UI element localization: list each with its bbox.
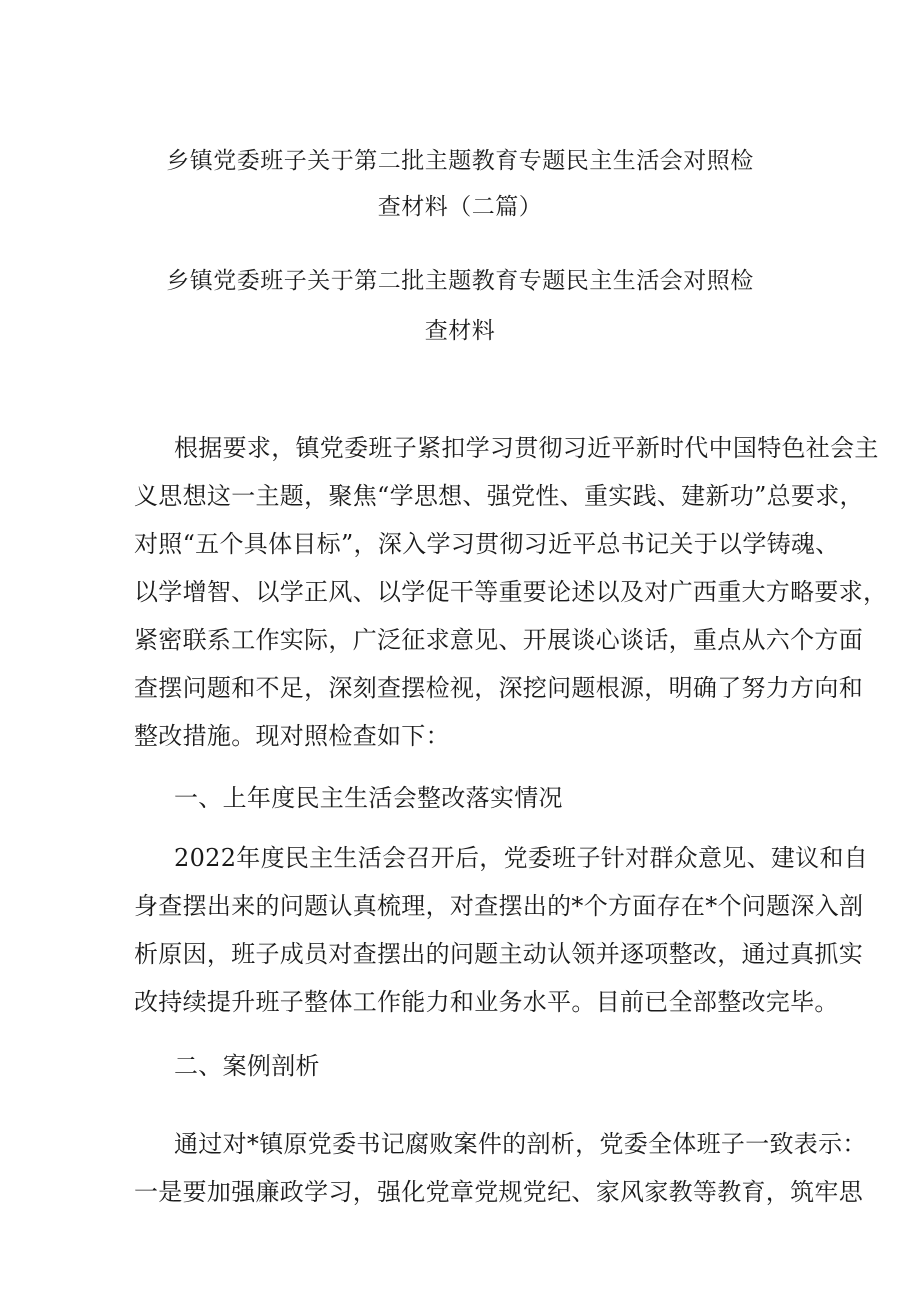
paragraph-1-line: 义思想这一主题，聚焦“学思想、强党性、重实践、建新功”总要求， bbox=[134, 482, 864, 510]
paragraph-1-line: 紧密联系工作实际，广泛征求意见、开展谈心谈话，重点从六个方面 bbox=[134, 626, 863, 654]
paragraph-1-line: 根据要求，镇党委班子紧扣学习贯彻习近平新时代中国特色社会主 bbox=[174, 434, 879, 462]
paragraph-3-line: 一是要加强廉政学习，强化党章党规党纪、家风家教等教育，筑牢思 bbox=[134, 1178, 863, 1206]
paragraph-1-line: 以学增智、以学正风、以学促干等重要论述以及对广西重大方略要求， bbox=[134, 578, 888, 606]
paragraph-1-line: 对照“五个具体目标”，深入学习贯彻习近平总书记关于以学铸魂、 bbox=[134, 530, 840, 558]
document-title-2-line-2: 查材料 bbox=[424, 318, 496, 344]
paragraph-2-line: 2022年度民主生活会召开后，党委班子针对群众意见、建议和自 bbox=[174, 844, 869, 872]
paragraph-2-line: 析原因，班子成员对查摆出的问题主动认领并逐项整改，通过真抓实 bbox=[134, 940, 863, 968]
document-title-1-line-2: 查材料（二篇） bbox=[377, 194, 543, 220]
paragraph-2-line: 改持续提升班子整体工作能力和业务水平。目前已全部整改完毕。 bbox=[134, 988, 839, 1016]
section-heading-2: 二、案例剖析 bbox=[174, 1052, 320, 1080]
paragraph-1-line: 查摆问题和不足，深刻查摆检视，深挖问题根源，明确了努力方向和 bbox=[134, 674, 863, 702]
paragraph-1-line: 整改措施。现对照检查如下： bbox=[134, 722, 450, 750]
document-title-2-line-1: 乡镇党委班子关于第二批主题教育专题民主生活会对照检 bbox=[166, 268, 754, 294]
document-title-1-line-1: 乡镇党委班子关于第二批主题教育专题民主生活会对照检 bbox=[166, 148, 754, 174]
paragraph-3-line: 通过对*镇原党委书记腐败案件的剖析，党委全体班子一致表示： bbox=[174, 1130, 867, 1158]
section-heading-1: 一、上年度民主生活会整改落实情况 bbox=[174, 784, 563, 812]
paragraph-2-line: 身查摆出来的问题认真梳理，对查摆出的*个方面存在*个问题深入剖 bbox=[134, 892, 864, 920]
